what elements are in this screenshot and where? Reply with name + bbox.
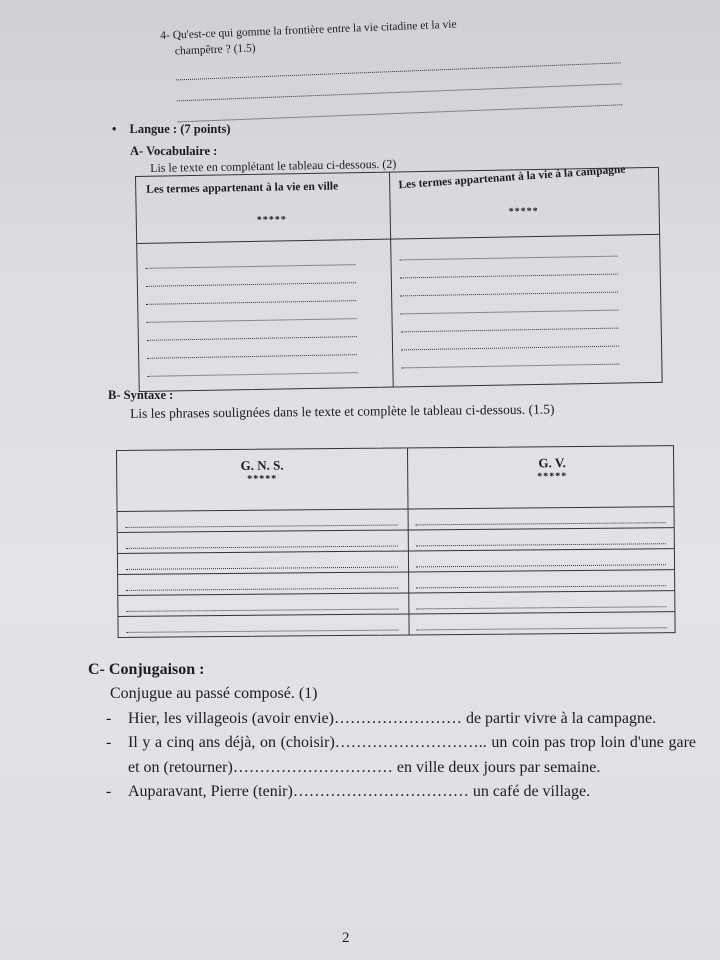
answer-line-gns[interactable] <box>126 546 398 549</box>
header-campagne: Les termes appartenant à la vie à la campagne <box>398 163 626 192</box>
question-4 <box>160 10 633 123</box>
stars-campagne: ***** <box>508 205 539 218</box>
answer-line-gv[interactable] <box>416 564 666 567</box>
header-gns-label: G. N. S. <box>240 457 284 473</box>
section-langue <box>112 122 231 137</box>
answer-line-gns[interactable] <box>126 609 398 612</box>
page-number: 2 <box>342 930 350 946</box>
answer-line-gv[interactable] <box>417 627 667 630</box>
answer-line-gv[interactable] <box>416 543 666 546</box>
question-text-line1: Qu'est-ce qui gomme la frontière entre la vie citadine et la vie <box>172 18 457 42</box>
syntaxe-heading: B- Syntaxe : <box>108 388 174 402</box>
conjugaison-instruction: Conjugue au passé composé. (1) <box>110 685 318 702</box>
conjugaison-body <box>106 682 696 805</box>
header-gns <box>117 456 407 486</box>
header-ville: Les termes appartenant à la vie en ville <box>146 180 339 196</box>
answer-line-gv[interactable] <box>416 585 666 588</box>
conjugaison-heading: C- Conjugaison : <box>88 661 205 678</box>
column-divider <box>389 173 394 387</box>
conjugaison-item[interactable] <box>106 731 696 780</box>
stars-ville: ***** <box>256 214 287 226</box>
dash: - <box>106 783 112 800</box>
conjugaison-item[interactable] <box>106 707 696 732</box>
syntaxe-instruction: Lis les phrases soulignées dans le texte et complète le tableau ci-dessous. (1.5) <box>130 401 555 421</box>
header-gv <box>407 454 697 484</box>
conjugaison-item-text: Auparavant, Pierre (tenir)…………………………… un café de village. <box>128 783 591 800</box>
langue-title: Langue : (7 points) <box>129 122 231 136</box>
answer-line-gv[interactable] <box>416 522 666 525</box>
stars-gns: ***** <box>247 473 278 485</box>
answer-column-campagne <box>399 239 619 369</box>
answer-line-gns[interactable] <box>126 567 398 570</box>
conjugaison-item-text: Hier, les villageois (avoir envie)…………………… de partir vivre à la campagne. <box>128 709 657 727</box>
vocabulaire-instruction: Lis le texte en complétant le tableau ci-dessous. (2) <box>150 156 397 175</box>
vocabulaire-heading: A- Vocabulaire : <box>130 144 218 158</box>
table-row <box>118 611 674 637</box>
answer-line-gv[interactable] <box>416 606 666 609</box>
syntaxe-table <box>116 445 676 638</box>
answer-line-gns[interactable] <box>126 525 398 528</box>
bullet-icon: • <box>112 122 117 136</box>
question-number: 4- <box>160 29 171 42</box>
answer-line-gns[interactable] <box>127 630 399 633</box>
dash: - <box>106 734 112 751</box>
conjugaison-item-text: Il y a cinq ans déjà, on (choisir)……………………….. un coin pas trop loin d'une gare et on (retourner)………………………… en ville deux jours par semaine. <box>128 734 696 776</box>
question-text-line2: champêtre ? (1.5) <box>174 42 256 58</box>
answer-line-gns[interactable] <box>126 588 398 591</box>
header-gv-label: G. V. <box>538 455 566 471</box>
answer-line[interactable] <box>401 347 619 369</box>
answer-column-ville <box>145 247 357 377</box>
stars-gv: ***** <box>537 471 568 483</box>
conjugaison-item[interactable] <box>106 780 696 805</box>
syntaxe-rows <box>118 506 675 637</box>
answer-line[interactable] <box>147 355 357 377</box>
dash: - <box>106 709 112 727</box>
